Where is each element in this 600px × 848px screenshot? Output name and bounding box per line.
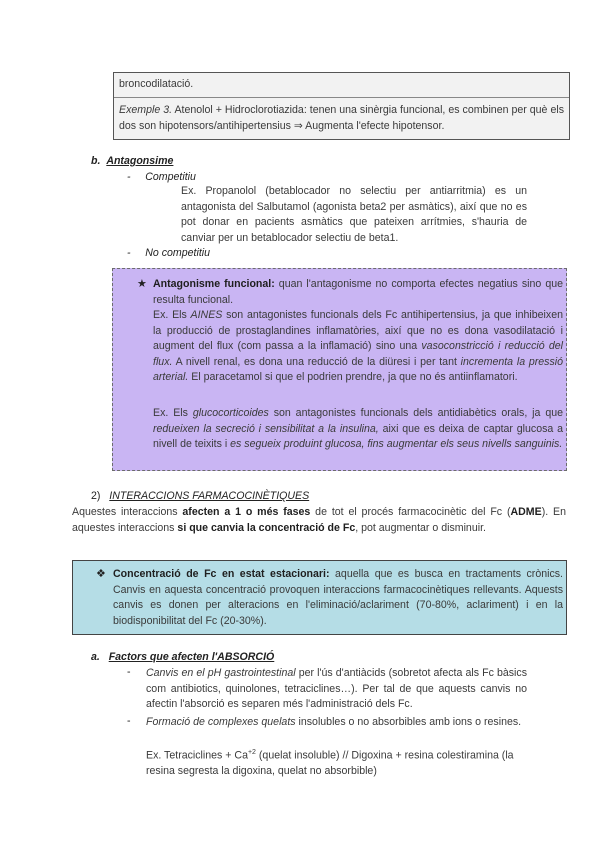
quelats-item-label: Formació de complexes quelats <box>146 716 296 728</box>
box-row-2 <box>114 98 569 139</box>
competitiu-label: Competitiu <box>145 171 196 183</box>
functional-antagonism-desc: quan l'antagonisme no comporta efectes negatius sino que resulta funcional. <box>153 278 563 306</box>
text-span: El paracetamol si que el podrien prendre, ja que no és antiinflamatori. <box>188 371 518 383</box>
section-a-marker: a. <box>91 651 100 663</box>
text-span: son antagonistes funcionals dels Fc antihipertensius, ja que inhibeixen la producció de prostaglandines inflamatòries, així que no es dona vasodilatació i augment del flux (com passa a la inflamació) sino una <box>153 309 563 352</box>
section-a-title: Factors que afecten l'ABSORCIÓ <box>108 651 275 663</box>
no-competitiu-label: No competitiu <box>145 247 211 259</box>
text-span: Ex. Els <box>153 407 193 419</box>
text-span: incrementa la pressió arterial. <box>153 355 563 383</box>
text-span: ). En aquestes interaccions <box>72 506 566 534</box>
aines-paragraph <box>153 308 563 386</box>
text-span: si que canvia la concentració de Fc <box>177 521 356 534</box>
text-span: insolubles o no absorbibles amb ions o resines. <box>295 716 522 728</box>
section-a-heading <box>91 651 274 663</box>
example-box <box>113 72 570 140</box>
quelats-item <box>146 715 527 731</box>
section-b-marker: b. <box>91 155 101 167</box>
functional-antagonism-title <box>153 277 563 308</box>
superscript: +2 <box>247 749 256 756</box>
text-span: Aquestes interaccions <box>72 506 183 518</box>
diamond-bullet-icon: ❖ <box>96 568 106 580</box>
section-2-title: INTERACCIONS FARMACOCINÈTIQUES <box>109 490 310 502</box>
functional-antagonism-label: Antagonisme funcional: <box>153 278 275 290</box>
steady-state-label: Concentració de Fc en estat estacionari: <box>113 568 330 580</box>
competitiu-text: Ex. Propanolol (betablocador no selectiu per antiarritmia) es un antagonista del Salbutamol (agonista beta2 per asmàtics), així que no es pot donar en pacients asmàtics que pateixen arrítmies, s'hauria de canviar per un betablocador selectiu de beta1. <box>181 185 527 244</box>
text-span: AINES <box>190 309 223 321</box>
ph-item-label: Canvis en el pH gastrointestinal <box>146 667 296 679</box>
ph-item <box>146 666 527 713</box>
text-span: glucocorticoides <box>192 407 269 419</box>
text-span: Ex. Tetraciclines + Ca <box>146 749 248 762</box>
text-span: de tot el procés farmacocinètic del Fc ( <box>310 506 511 518</box>
text-span: Ex. Els <box>153 309 191 321</box>
text-span: , pot augmentar o disminuir. <box>355 521 486 534</box>
text-span: per l'ús d'antiàcids (sobretot afecta als Fc bàsics com antibiotics, quinolones, tetraciclines…). Per tal de que aquests canvis no afectin l'absorció es separen més l'administració dels Fc. <box>146 667 527 710</box>
text-span: son antagonistes funcionals dels antidiabètics orals, ja que <box>268 407 563 419</box>
section-b-heading <box>91 155 173 167</box>
section-2-heading <box>91 490 309 502</box>
text-span: vasoconstricció i reducció del flux. <box>153 340 563 368</box>
section-2-intro <box>72 505 566 536</box>
section-b-title: Antagonsime <box>106 155 174 167</box>
glucocorticoides-paragraph <box>153 406 563 453</box>
text-span: redueixen la secreció i sensibilitat a la insulina, <box>153 422 379 435</box>
section-2-marker: 2) <box>91 490 101 502</box>
example-text: Atenolol + Hidroclorotiazida: tenen una sinèrgia funcional, es combinen per què els dos son hipotensors/antihipertensius ⇒ Augmenta l'efecte hipotensor. <box>119 104 564 132</box>
text-span: ADME <box>510 506 542 518</box>
list-item-no-competitiu: - No competitiu <box>127 247 211 259</box>
steady-state-text <box>113 567 563 629</box>
text-span: A nivell renal, es dona una reducció de la diüresi i per tant <box>172 355 461 368</box>
list-item-competitiu: - Competitiu <box>127 171 196 183</box>
box-row-1: broncodilatació. <box>114 73 569 98</box>
dash-bullet: - <box>127 666 131 678</box>
example-label: Exemple 3. <box>119 104 173 116</box>
text-span: (quelat insoluble) // Digoxina + resina colestiramina (la resina segresta la digoxina, quelat no absorbible) <box>146 749 514 778</box>
dash-bullet: - <box>127 715 131 727</box>
text-span: aquella que es busca en tractaments crònics. Canvis en aquesta concentració provoquen interaccions farmacocinètiques rellevants. Aquests canvis es donen per alteracions en l'eliminació/aclariment (70-80%, aclariment) i en la biodisponibilitat del Fc (20-30%). <box>113 568 564 627</box>
text-span: es segueix produint glucosa, fins augmentar els seus nivells sanguinis. <box>230 438 563 450</box>
text-span: aixi que es deixa de captar glucosa a nivell de teixits i <box>153 422 563 450</box>
quelats-example <box>146 745 527 780</box>
text-span: afecten a 1 o més fases <box>182 506 311 518</box>
star-icon: ★ <box>137 278 147 290</box>
